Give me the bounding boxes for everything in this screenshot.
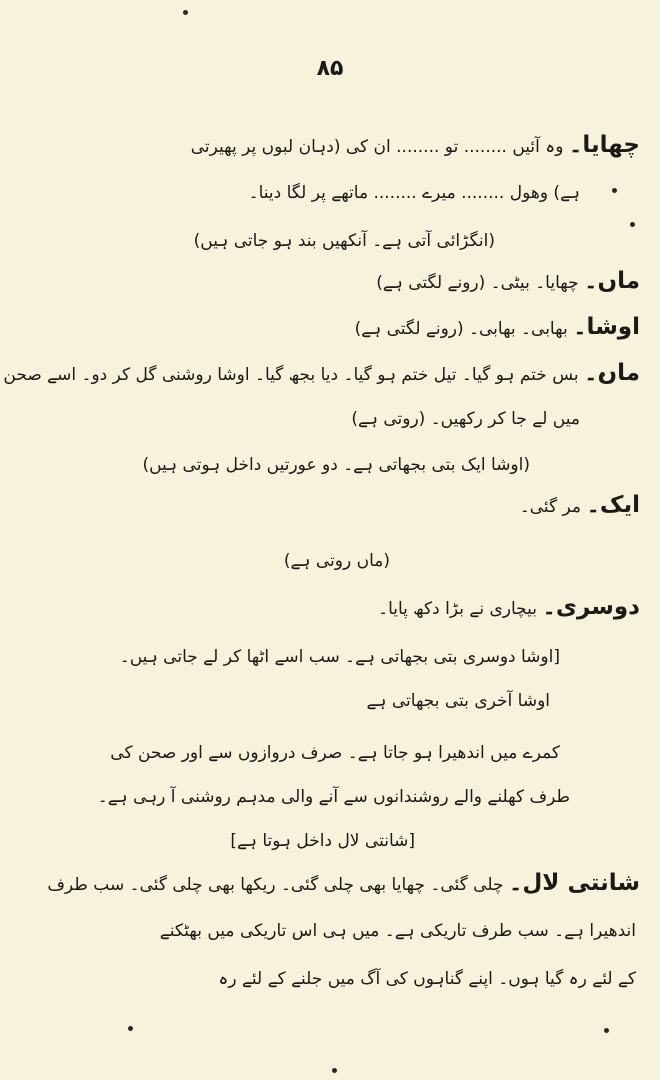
- stage-direction: [284, 546, 390, 574]
- text-line: [376, 268, 640, 296]
- speaker-name: ماں۔: [584, 360, 640, 386]
- text-line: [249, 178, 580, 206]
- ink-speck: [630, 222, 635, 227]
- ink-speck: [604, 1028, 609, 1033]
- speaker-name: چھایا۔: [568, 132, 640, 158]
- line-text: کے لئے رہ گیا ہوں۔ اپنے گناہوں کی آگ میں جلنے کے لئے رہ: [218, 969, 636, 989]
- line-text: [اوشا دوسری بتی بجھاتی ہے۔ سب اسے اٹھا کر لے جاتی ہیں۔: [119, 647, 560, 667]
- stage-direction: [120, 642, 560, 670]
- text-line: [355, 314, 640, 342]
- line-text: وہ آئیں ........ تو ........ ان کی (دہان لبوں پر پھیرتی: [190, 137, 564, 157]
- speaker-name: ماں۔: [584, 268, 640, 294]
- speaker-name: دوسری۔: [542, 594, 640, 620]
- line-text: بیچاری نے بڑا دکھ پایا۔: [378, 599, 537, 619]
- line-text: اندھیرا ہے۔ سب طرف تاریکی ہے۔ میں ہی اس تاریکی میں بھٹکنے: [159, 921, 636, 941]
- ink-speck: [612, 188, 617, 193]
- speaker-name: شانتی لال۔: [508, 870, 640, 896]
- text-line: [218, 964, 636, 992]
- text-line: [47, 870, 640, 898]
- stage-direction: [110, 738, 560, 766]
- line-text: کمرے میں اندھیرا ہو جاتا ہے۔ صرف دروازوں سے اور صحن کی: [110, 743, 560, 763]
- stage-direction: [98, 782, 570, 810]
- line-text: بھابی۔ بھابی۔ (رونے لگتی ہے): [354, 319, 568, 339]
- line-text: [شانتی لال داخل ہوتا ہے]: [230, 831, 415, 851]
- line-text: مر گئی۔: [519, 497, 582, 517]
- line-text: بس ختم ہو گیا۔ تیل ختم ہو گیا۔ دیا بجھ گیا۔ اوشا روشنی گل کر دو۔ اسے صحن: [3, 365, 579, 385]
- text-line: [351, 404, 580, 432]
- ink-speck: [183, 10, 188, 15]
- line-text: (انگڑائی آتی ہے۔ آنکھیں بند ہو جاتی ہیں): [193, 231, 495, 251]
- ink-speck: [332, 1068, 337, 1073]
- line-text: (اوشا ایک بتی بجھاتی ہے۔ دو عورتیں داخل ہوتی ہیں): [142, 455, 530, 475]
- line-text: ہے) وھول ........ میرے ........ ماتھے پر لگا دینا۔: [248, 183, 580, 203]
- text-line: [520, 492, 640, 520]
- stage-direction: [194, 226, 495, 254]
- speaker-name: اوشا۔: [573, 314, 640, 340]
- stage-direction: [367, 686, 550, 714]
- speaker-name: ایک۔: [586, 492, 640, 518]
- line-text: میں لے جا کر رکھیں۔ (روتی ہے): [351, 409, 580, 429]
- text-line: [378, 594, 640, 622]
- page-number: ۸۵: [316, 56, 344, 81]
- line-text: چلی گئی۔ چھایا بھی چلی گئی۔ ریکھا بھی چلی گئی۔ سب طرف: [47, 875, 504, 895]
- text-line: [3, 360, 640, 388]
- line-text: اوشا آخری بتی بجھاتی ہے: [366, 691, 550, 711]
- stage-direction: [142, 450, 530, 478]
- text-line: [160, 916, 636, 944]
- ink-speck: [128, 1026, 133, 1031]
- line-text: طرف کھلنے والے روشندانوں سے آنے والی مدہم روشنی آ رہی ہے۔: [97, 787, 570, 807]
- line-text: چھایا۔ بیٹی۔ (رونے لگتی ہے): [376, 273, 579, 293]
- stage-direction: [230, 826, 415, 854]
- line-text: (ماں روتی ہے): [283, 551, 390, 571]
- text-line: [191, 132, 640, 160]
